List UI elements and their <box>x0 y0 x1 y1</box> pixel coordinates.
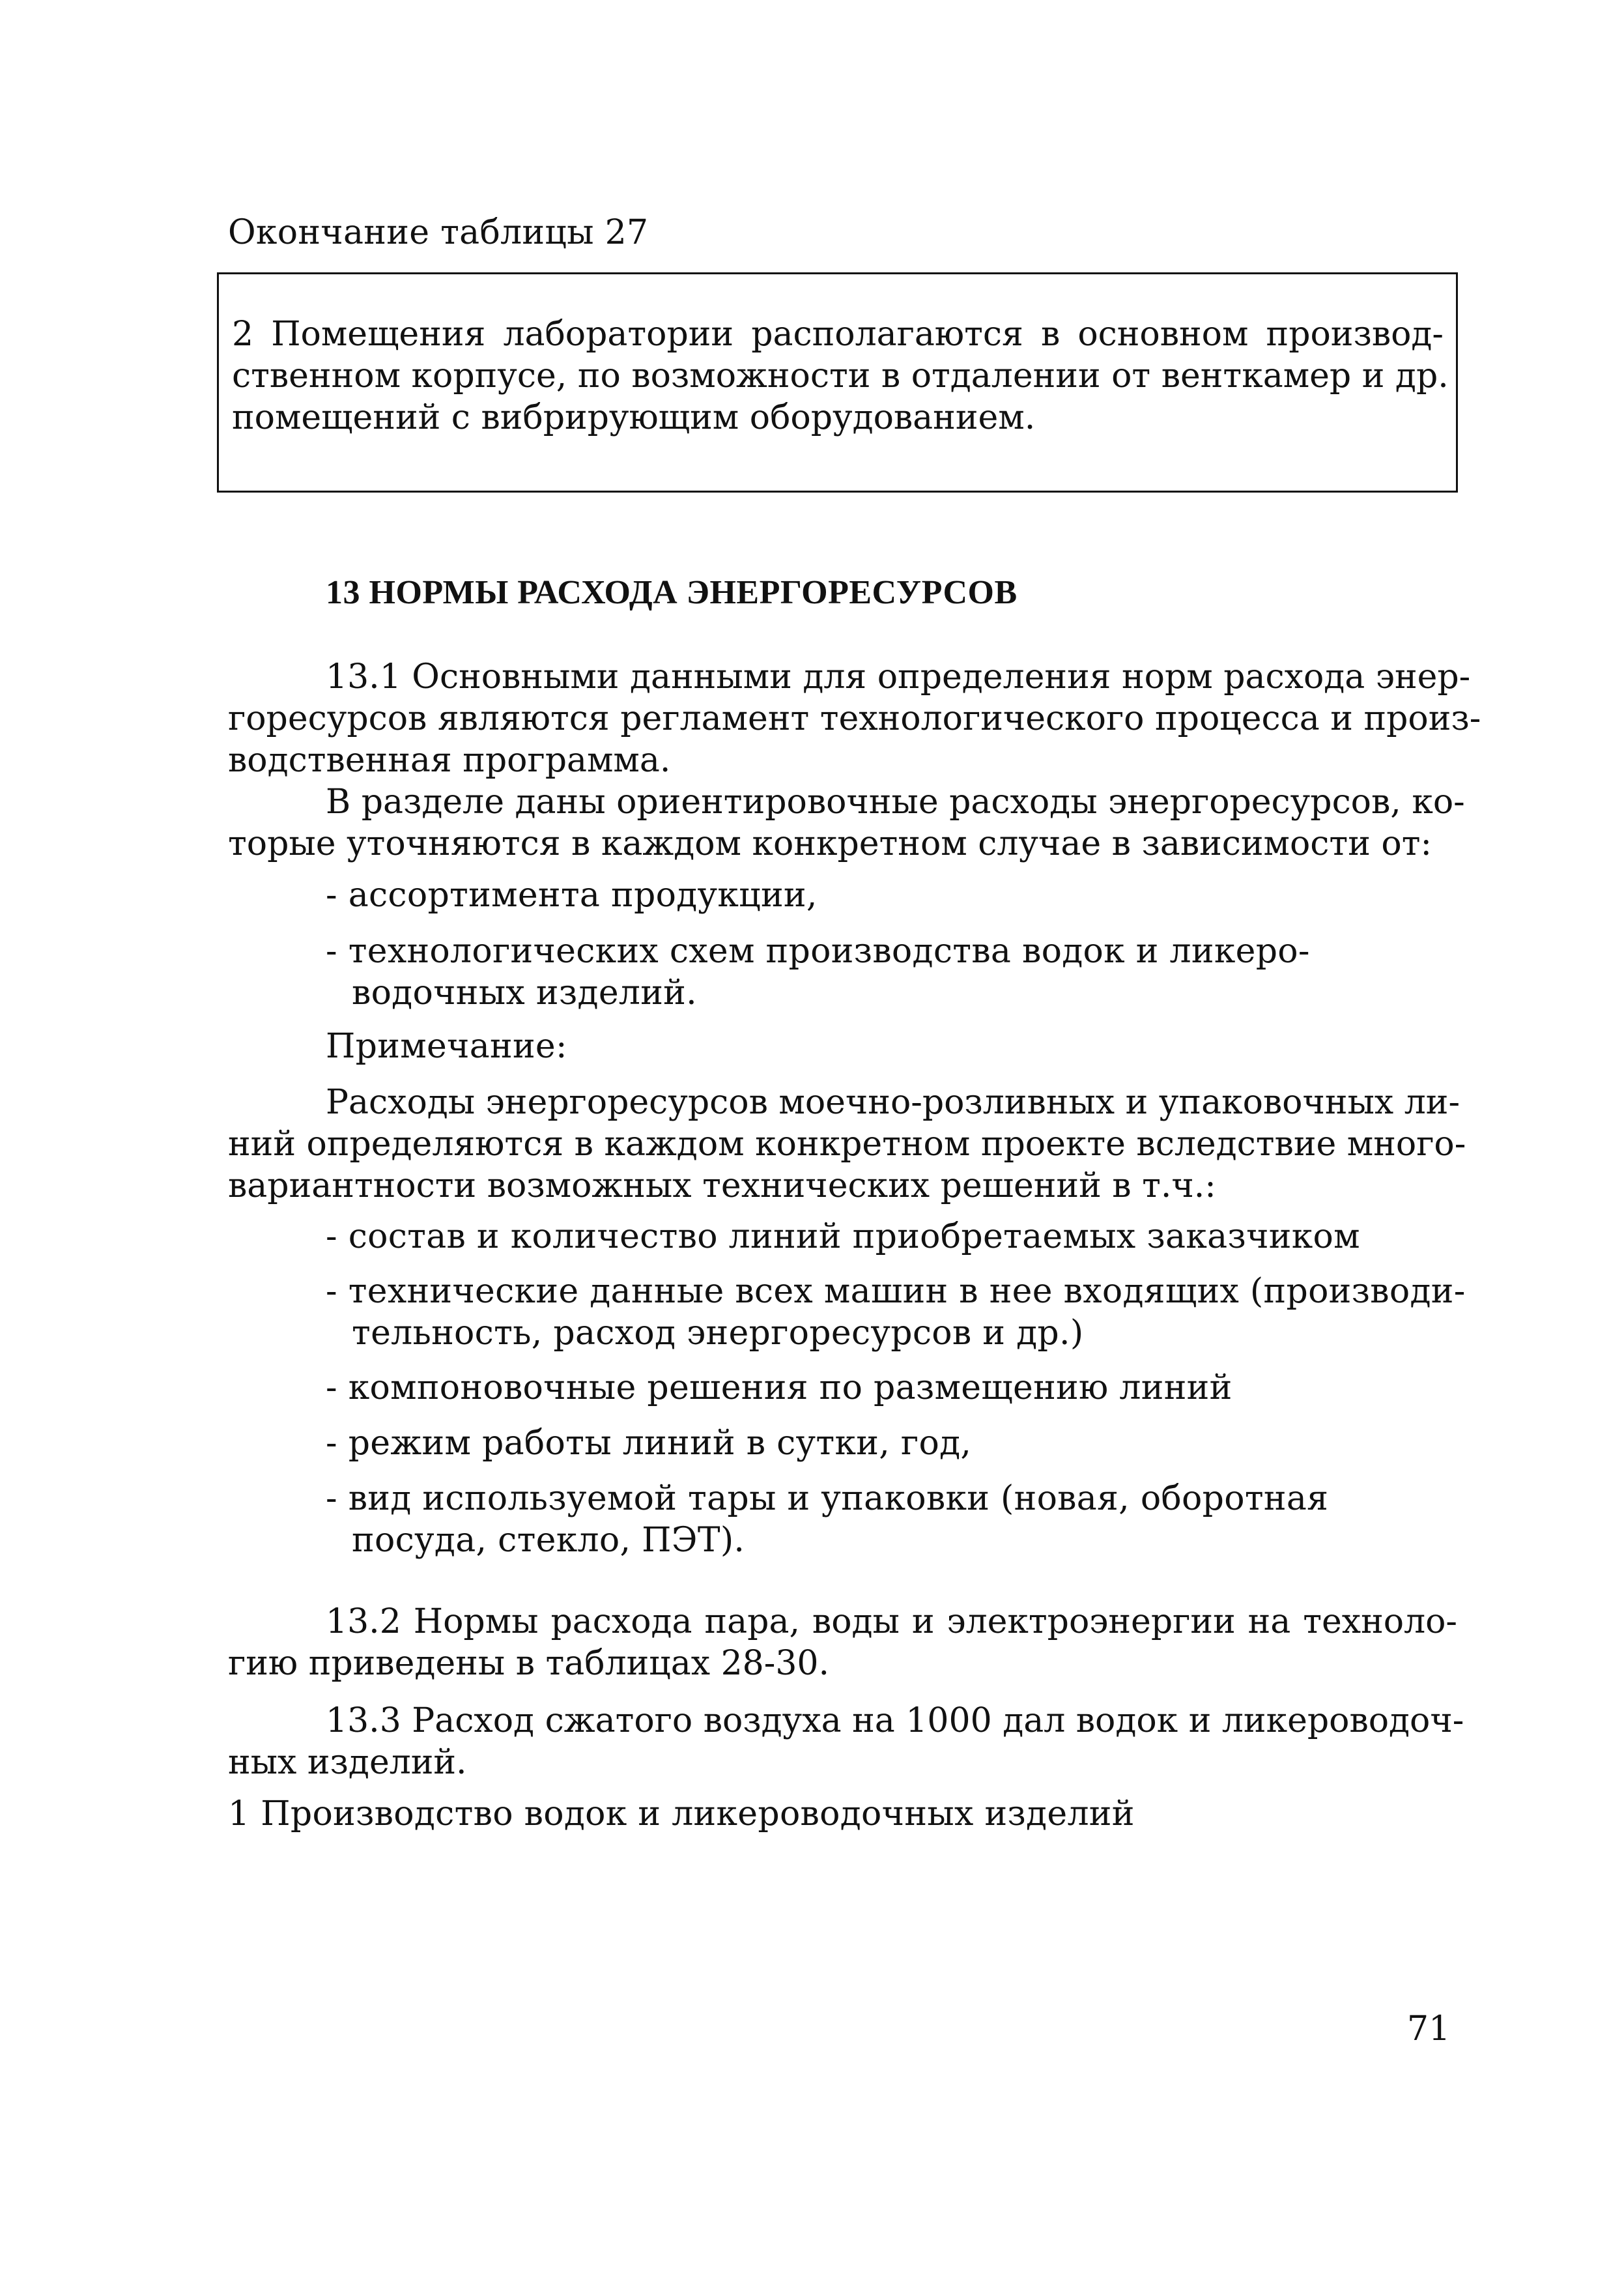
list-item: - технические данные всех машин в нее входящих (производи- <box>326 1272 1466 1311</box>
list-item: - компоновочные решения по размещению линий <box>326 1368 1232 1407</box>
paragraph-13-2-line: 13.2 Нормы расхода пара, воды и электроэнергии на техноло- <box>326 1602 1457 1641</box>
list-item: - состав и количество линий приобретаемых заказчиком <box>326 1217 1360 1256</box>
paragraph-13-3-line: ных изделий. <box>228 1743 467 1782</box>
paragraph-13-1-line: водственная программа. <box>228 741 671 780</box>
table-note-box <box>217 272 1458 493</box>
note-label: Примечание: <box>326 1027 567 1066</box>
table-caption: Окончание таблицы 27 <box>228 213 649 252</box>
paragraph-razdel-line: В разделе даны ориентировочные расходы энергоресурсов, ко- <box>326 783 1465 822</box>
paragraph-13-1-line: 13.1 Основными данными для определения норм расхода энер- <box>326 657 1471 697</box>
list-item-continuation: водочных изделий. <box>352 973 697 1013</box>
list-item: - технологических схем производства водок и ликеро- <box>326 932 1310 971</box>
page-number: 71 <box>1407 2009 1451 2048</box>
list-item: - ассортимента продукции, <box>326 876 818 915</box>
paragraph-13-1-line: горесурсов являются регламент технологического процесса и произ- <box>228 699 1481 738</box>
paragraph-razdel-line: торые уточняются в каждом конкретном случае в зависимости от: <box>228 824 1432 863</box>
paragraph-13-3-line: 13.3 Расход сжатого воздуха на 1000 дал водок и ликероводоч- <box>326 1701 1464 1740</box>
subheading: 1 Производство водок и ликероводочных изделий <box>228 1794 1135 1833</box>
note-text-line: Расходы энергоресурсов моечно-розливных и упаковочных ли- <box>326 1083 1460 1122</box>
table-note-line: помещений с вибрирующим оборудованием. <box>232 398 1036 437</box>
list-item: - режим работы линий в сутки, год, <box>326 1424 972 1463</box>
list-item-continuation: посуда, стекло, ПЭТ). <box>352 1521 745 1560</box>
table-note-line: 2 Помещения лаборатории располагаются в основном производ- <box>232 315 1444 354</box>
paragraph-13-2-line: гию приведены в таблицах 28-30. <box>228 1644 830 1683</box>
list-item: - вид используемой тары и упаковки (новая, оборотная <box>326 1479 1329 1518</box>
list-item-continuation: тельность, расход энергоресурсов и др.) <box>352 1314 1084 1353</box>
table-note-line: ственном корпусе, по возможности в отдалении от венткамер и др. <box>232 356 1449 395</box>
note-text-line: вариантности возможных технических решений в т.ч.: <box>228 1166 1216 1205</box>
note-text-line: ний определяются в каждом конкретном проекте вследствие много- <box>228 1125 1466 1164</box>
section-heading: 13 НОРМЫ РАСХОДА ЭНЕРГОРЕСУРСОВ <box>326 574 1018 611</box>
